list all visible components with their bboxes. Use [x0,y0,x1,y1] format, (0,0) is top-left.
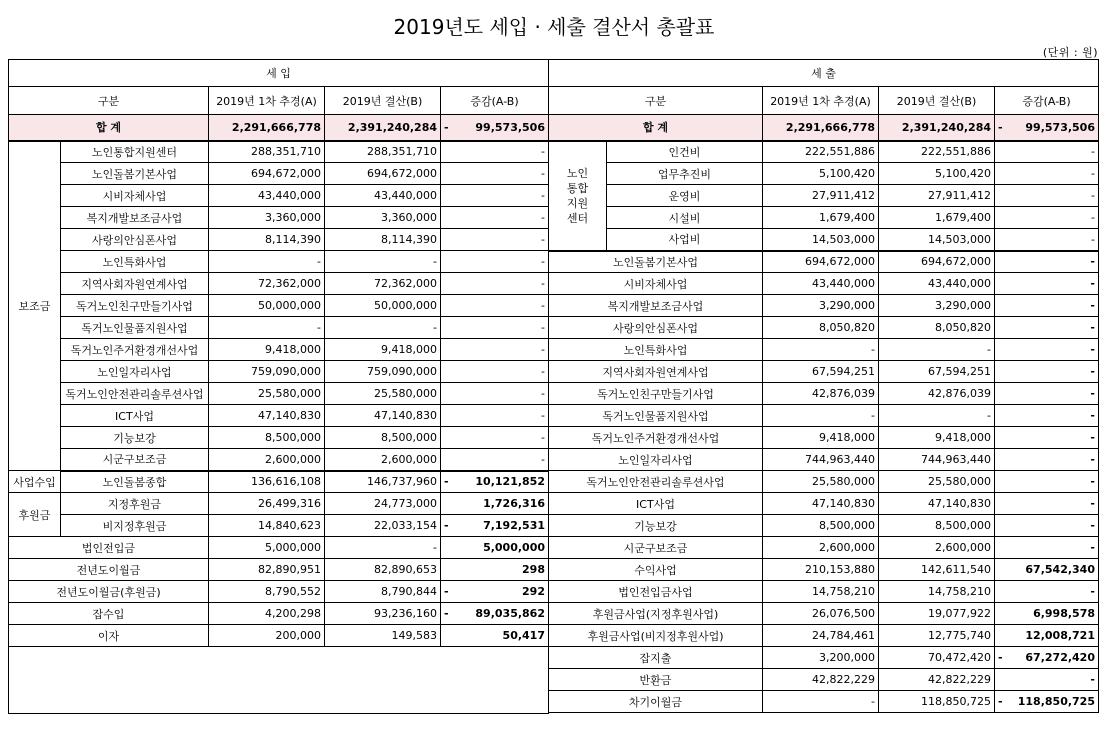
item-name: 노인돌봄기본사업 [549,251,763,273]
budget-value: 3,200,000 [763,647,879,669]
item-name: 독거노인물품지원사업 [549,405,763,427]
item-name: 독거노인물품지원사업 [61,317,209,339]
expenditure-total-label: 합 계 [549,115,763,141]
table-row [9,449,549,471]
table-row [549,559,1099,581]
diff-value: - [441,185,549,207]
diff-value: - [995,273,1099,295]
item-name: 잡지출 [549,647,763,669]
diff-value: - 89,035,862 [441,603,549,625]
settlement-value: 142,611,540 [879,559,995,581]
item-name: ICT사업 [549,493,763,515]
diff-value: - [995,449,1099,471]
budget-value: 744,963,440 [763,449,879,471]
diff-value: - [995,207,1099,229]
budget-value: 9,418,000 [763,427,879,449]
diff-value: - [995,317,1099,339]
budget-value: 694,672,000 [763,251,879,273]
settlement-value: - [325,317,441,339]
budget-value: - [209,251,325,273]
table-row [549,163,1099,185]
settlement-value: 43,440,000 [879,273,995,295]
diff-value: - [995,163,1099,185]
item-name: 지정후원금 [61,493,209,515]
diff-value: - [995,295,1099,317]
settlement-value: 9,418,000 [879,427,995,449]
item-name: 노인돌봄종합 [61,471,209,493]
diff-value: 298 [441,559,549,581]
table-row [549,669,1099,691]
expenditure-total-settlement: 2,391,240,284 [879,115,995,141]
item-name: 운영비 [607,185,763,207]
expenditure-group-center: 노인 통합 지원 센터 [549,141,607,251]
table-row [9,537,549,559]
item-name: 지역사회자원연계사업 [549,361,763,383]
table-row [9,229,549,251]
table-row [549,647,1099,669]
budget-value: 694,672,000 [209,163,325,185]
diff-value: - [995,405,1099,427]
item-name: 노인돌봄기본사업 [61,163,209,185]
budget-value: 47,140,830 [763,493,879,515]
table-row [549,317,1099,339]
revenue-col-settlement: 2019년 결산(B) [325,87,441,115]
settlement-value: 50,000,000 [325,295,441,317]
table-row [9,559,549,581]
settlement-value: 47,140,830 [879,493,995,515]
budget-value: - [763,339,879,361]
table-row [9,471,549,493]
table-row [549,339,1099,361]
settlement-value: 222,551,886 [879,141,995,163]
document-title: 2019년도 세입 · 세출 결산서 총괄표 [393,15,715,39]
item-name: 노인일자리사업 [549,449,763,471]
item-name: 기능보강 [549,515,763,537]
item-name: 시군구보조금 [549,537,763,559]
expenditure-col-budget: 2019년 1차 추경(A) [763,87,879,115]
item-name: 후원금사업(비지정후원사업) [549,625,763,647]
budget-value: 14,840,623 [209,515,325,537]
item-name: 비지정후원금 [61,515,209,537]
item-name: 잡수입 [9,603,209,625]
item-name: 기능보강 [61,427,209,449]
budget-value: 47,140,830 [209,405,325,427]
diff-value: - [995,185,1099,207]
diff-value: - [441,273,549,295]
budget-value: 27,911,412 [763,185,879,207]
settlement-value: 8,790,844 [325,581,441,603]
budget-value: 72,362,000 [209,273,325,295]
diff-value: - 292 [441,581,549,603]
table-row [549,515,1099,537]
budget-value: 136,616,108 [209,471,325,493]
diff-value: - [441,207,549,229]
settlement-value: 149,583 [325,625,441,647]
settlement-value: 82,890,653 [325,559,441,581]
diff-value: 5,000,000 [441,537,549,559]
settlement-value: 14,758,210 [879,581,995,603]
table-row [549,141,1099,163]
budget-value: 9,418,000 [209,339,325,361]
item-name: 시비자체사업 [549,273,763,295]
table-row [549,207,1099,229]
item-name: 독거노인친구만들기사업 [549,383,763,405]
settlement-value: 5,100,420 [879,163,995,185]
item-name: 법인전입금사업 [549,581,763,603]
table-row [9,273,549,295]
item-name: 독거노인안전관리솔루션사업 [549,471,763,493]
table-row [9,185,549,207]
item-name: 시군구보조금 [61,449,209,471]
budget-value: 2,600,000 [763,537,879,559]
budget-value: 67,594,251 [763,361,879,383]
diff-value: 6,998,578 [995,603,1099,625]
settlement-value: 2,600,000 [325,449,441,471]
settlement-value: 72,362,000 [325,273,441,295]
item-name: 반환금 [549,669,763,691]
budget-value: 1,679,400 [763,207,879,229]
table-row [549,493,1099,515]
settlement-value: 3,290,000 [879,295,995,317]
diff-value: - [441,361,549,383]
budget-value: 3,360,000 [209,207,325,229]
settlement-value: 43,440,000 [325,185,441,207]
budget-value: 82,890,951 [209,559,325,581]
budget-value: 2,600,000 [209,449,325,471]
settlement-value: 8,500,000 [879,515,995,537]
item-name: 노인통합지원센터 [61,141,209,163]
diff-value: - [995,471,1099,493]
settlement-value: 694,672,000 [879,251,995,273]
settlement-value: 25,580,000 [879,471,995,493]
table-row [549,427,1099,449]
diff-value: - [995,493,1099,515]
item-name: 복지개발보조금사업 [549,295,763,317]
settlement-value: 67,594,251 [879,361,995,383]
expenditure-section-header: 세 출 [549,60,1099,87]
revenue-group-donation: 후원금 [9,493,61,537]
table-row [549,691,1099,713]
settlement-value: 146,737,960 [325,471,441,493]
diff-value: - [441,163,549,185]
settlement-value: 47,140,830 [325,405,441,427]
diff-value: 12,008,721 [995,625,1099,647]
item-name: 독거노인주거환경개선사업 [61,339,209,361]
item-name: 인건비 [607,141,763,163]
item-name: 독거노인안전관리솔루션사업 [61,383,209,405]
item-name: 전년도이월금(후원금) [9,581,209,603]
budget-value: 288,351,710 [209,141,325,163]
table-row [549,251,1099,273]
diff-value: - [995,339,1099,361]
budget-value: 8,500,000 [209,427,325,449]
item-name: 독거노인주거환경개선사업 [549,427,763,449]
diff-value: - 10,121,852 [441,471,549,493]
diff-value: - [441,339,549,361]
diff-value: 50,417 [441,625,549,647]
expenditure-total-diff: - 99,573,506 [995,115,1099,141]
expenditure-col-settlement: 2019년 결산(B) [879,87,995,115]
table-row [9,207,549,229]
item-name: 시설비 [607,207,763,229]
settlement-value: 19,077,922 [879,603,995,625]
item-name: 노인특화사업 [549,339,763,361]
expenditure-table-wrapper [548,59,1099,713]
table-row [549,185,1099,207]
item-name: 후원금사업(지정후원사업) [549,603,763,625]
diff-value: - [995,581,1099,603]
table-row [549,405,1099,427]
settlement-value: 1,679,400 [879,207,995,229]
settlement-value: 3,360,000 [325,207,441,229]
settlement-value: 42,822,229 [879,669,995,691]
diff-value: - [995,229,1099,251]
diff-value: - [995,537,1099,559]
table-row [9,383,549,405]
settlement-value: 24,773,000 [325,493,441,515]
budget-value: 26,499,316 [209,493,325,515]
settlement-value: - [325,537,441,559]
settlement-value: 744,963,440 [879,449,995,471]
table-row [549,471,1099,493]
settlement-value: - [325,251,441,273]
settlement-value: 118,850,725 [879,691,995,713]
table-row [9,141,549,163]
item-name: 이자 [9,625,209,647]
budget-value: 8,050,820 [763,317,879,339]
budget-value: 4,200,298 [209,603,325,625]
diff-value: - [441,295,549,317]
budget-value: 42,876,039 [763,383,879,405]
settlement-value: - [879,339,995,361]
expenditure-total-budget: 2,291,666,778 [763,115,879,141]
table-row [9,625,549,647]
table-row [549,273,1099,295]
table-row [9,339,549,361]
budget-value: 200,000 [209,625,325,647]
item-name: 법인전입금 [9,537,209,559]
budget-value: 5,000,000 [209,537,325,559]
revenue-group-business: 사업수입 [9,471,61,493]
revenue-table [8,59,549,714]
diff-value: - 67,272,420 [995,647,1099,669]
item-name: 수익사업 [549,559,763,581]
diff-value: - [995,383,1099,405]
revenue-group-subsidy: 보조금 [9,141,61,471]
revenue-section-header: 세 입 [9,60,549,87]
diff-value: - [441,229,549,251]
diff-value: - [995,251,1099,273]
budget-value: 25,580,000 [763,471,879,493]
item-name: 업무추진비 [607,163,763,185]
table-row [9,317,549,339]
unit-note: (단위 : 원) [1042,46,1098,59]
table-row [9,163,549,185]
budget-value: 26,076,500 [763,603,879,625]
item-name: 복지개발보조금사업 [61,207,209,229]
settlement-value: 2,600,000 [879,537,995,559]
expenditure-table [548,59,1099,713]
table-row [9,515,549,537]
revenue-col-budget: 2019년 1차 추경(A) [209,87,325,115]
table-row [9,427,549,449]
diff-value: - [995,141,1099,163]
diff-value: - [441,449,549,471]
item-name: ICT사업 [61,405,209,427]
table-row [549,361,1099,383]
diff-value: - [995,427,1099,449]
item-name: 지역사회자원연계사업 [61,273,209,295]
expenditure-col-diff: 증감(A-B) [995,87,1099,115]
diff-value: - [441,317,549,339]
settlement-value: 70,472,420 [879,647,995,669]
item-name: 사랑의안심폰사업 [549,317,763,339]
table-row [9,493,549,515]
table-row [549,625,1099,647]
settlement-value: 42,876,039 [879,383,995,405]
settlement-value: - [879,405,995,427]
settlement-value: 14,503,000 [879,229,995,251]
budget-value: 8,790,552 [209,581,325,603]
diff-value: 67,542,340 [995,559,1099,581]
table-row [549,537,1099,559]
budget-value: 8,114,390 [209,229,325,251]
table-row [9,405,549,427]
budget-value: 210,153,880 [763,559,879,581]
revenue-col-category: 구분 [9,87,209,115]
budget-value: 24,784,461 [763,625,879,647]
budget-value: 14,758,210 [763,581,879,603]
budget-value: 3,290,000 [763,295,879,317]
revenue-total-budget: 2,291,666,778 [209,115,325,141]
table-row [549,581,1099,603]
diff-value: - 7,192,531 [441,515,549,537]
empty-filler-row [9,647,549,714]
item-name: 독거노인친구만들기사업 [61,295,209,317]
revenue-total-settlement: 2,391,240,284 [325,115,441,141]
budget-value: 43,440,000 [209,185,325,207]
diff-value: - [441,383,549,405]
budget-value: - [209,317,325,339]
budget-value: 50,000,000 [209,295,325,317]
item-name: 전년도이월금 [9,559,209,581]
diff-value: - [441,141,549,163]
settlement-value: 759,090,000 [325,361,441,383]
table-row [9,603,549,625]
diff-value: - [441,427,549,449]
budget-value: 42,822,229 [763,669,879,691]
budget-value: 25,580,000 [209,383,325,405]
table-row [9,361,549,383]
settlement-value: 8,114,390 [325,229,441,251]
diff-value: - 118,850,725 [995,691,1099,713]
settlement-value: 22,033,154 [325,515,441,537]
settlement-value: 27,911,412 [879,185,995,207]
budget-value: - [763,691,879,713]
table-row [549,383,1099,405]
settlement-value: 93,236,160 [325,603,441,625]
item-name: 사업비 [607,229,763,251]
budget-value: 14,503,000 [763,229,879,251]
budget-value: 5,100,420 [763,163,879,185]
revenue-total-diff: - 99,573,506 [441,115,549,141]
budget-value: - [763,405,879,427]
budget-value: 8,500,000 [763,515,879,537]
diff-value: - [441,251,549,273]
settlement-value: 9,418,000 [325,339,441,361]
diff-value: 1,726,316 [441,493,549,515]
table-row [549,603,1099,625]
table-row [549,229,1099,251]
diff-value: - [995,515,1099,537]
settlement-value: 25,580,000 [325,383,441,405]
settlement-value: 8,050,820 [879,317,995,339]
diff-value: - [995,361,1099,383]
revenue-total-label: 합 계 [9,115,209,141]
budget-value: 222,551,886 [763,141,879,163]
table-row [9,295,549,317]
budget-value: 43,440,000 [763,273,879,295]
item-name: 노인일자리사업 [61,361,209,383]
settlement-value: 694,672,000 [325,163,441,185]
settlement-value: 288,351,710 [325,141,441,163]
table-row [549,295,1099,317]
item-name: 차기이월금 [549,691,763,713]
settlement-value: 8,500,000 [325,427,441,449]
table-row [9,251,549,273]
item-name: 사랑의안심폰사업 [61,229,209,251]
item-name: 노인특화사업 [61,251,209,273]
settlement-value: 12,775,740 [879,625,995,647]
revenue-table-wrapper [8,59,549,714]
budget-value: 759,090,000 [209,361,325,383]
expenditure-col-category: 구분 [549,87,763,115]
empty-filler-cell [9,647,549,714]
item-name: 시비자체사업 [61,185,209,207]
table-row [549,449,1099,471]
revenue-col-diff: 증감(A-B) [441,87,549,115]
table-row [9,581,549,603]
diff-value: - [441,405,549,427]
diff-value: - [995,669,1099,691]
